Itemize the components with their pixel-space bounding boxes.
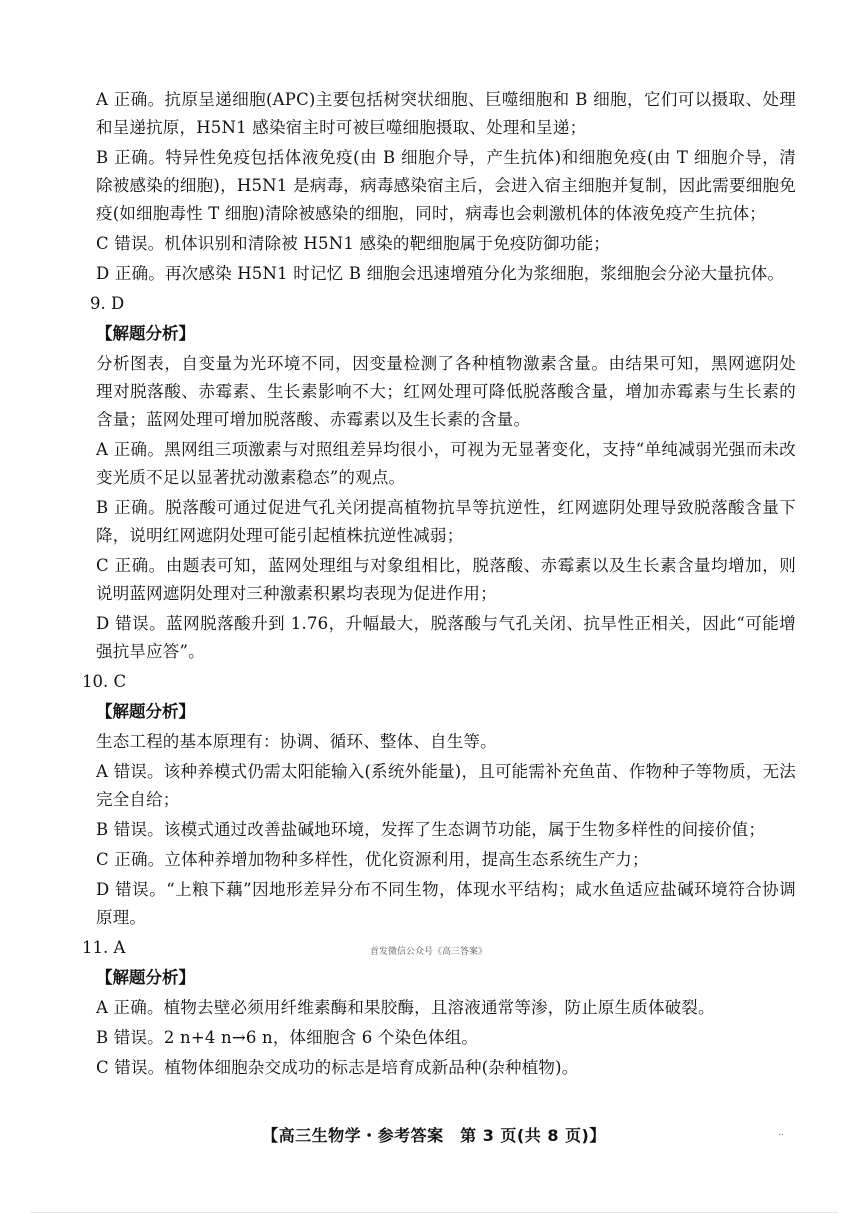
q11-option-a: A 正确。植物去壁必须用纤维素酶和果胶酶，且溶液通常等渗，防止原生质体破裂。	[96, 998, 715, 1017]
q9-option-b: B 正确。脱落酸可通过促进气孔关闭提高植物抗旱等抗逆性，红网遮阴处理导致脱落酸含量下降，说明红网遮阴处理可能引起植株抗逆性减弱；	[96, 498, 796, 545]
q11-analysis-heading: 【解题分析】	[96, 968, 195, 987]
q9-analysis: 分析图表，自变量为光环境不同，因变量检测了各种植物激素含量。由结果可知，黑网遮阴处理对脱落酸、赤霉素、生长素影响不大；红网处理可降低脱落酸含量，增加赤霉素与生长素的含量；蓝网处理可增加脱落酸、赤霉素以及生长素的含量。	[96, 354, 796, 429]
question-9	[90, 290, 796, 666]
question-8-options	[96, 86, 796, 288]
page-footer: 【高三生物学・参考答案 第 3 页(共 8 页)】	[262, 1126, 606, 1145]
watermark-text: 首发微信公众号《高三答案》	[370, 947, 488, 957]
q10-answer: 10. C	[82, 672, 127, 691]
q10-option-d: D 错误。“上粮下藕”因地形差异分布不同生物，体现水平结构；咸水鱼适应盐碱环境符合协调原理。	[96, 880, 796, 927]
q10-option-b: B 错误。该模式通过改善盐碱地环境，发挥了生态调节功能，属于生物多样性的间接价值；	[96, 820, 766, 839]
question-10	[82, 668, 796, 932]
q8-option-d: D 正确。再次感染 H5N1 时记忆 B 细胞会迅速增殖分化为浆细胞，浆细胞会分泌大量抗体。	[96, 264, 785, 283]
q9-option-a: A 正确。黑网组三项激素与对照组差异均很小，可视为无显著变化，支持“单纯减弱光强而未改变光质不足以显著扰动激素稳态”的观点。	[96, 440, 796, 487]
q11-option-b: B 错误。2 n+4 n→6 n，体细胞含 6 个染色体组。	[96, 1028, 479, 1047]
q8-option-a: A 正确。抗原呈递细胞(APC)主要包括树突状细胞、巨噬细胞和 B 细胞，它们可以摄取、处理和呈递抗原，H5N1 感染宿主时可被巨噬细胞摄取、处理和呈递；	[96, 90, 796, 137]
bottom-divider	[30, 1212, 838, 1213]
q9-analysis-heading: 【解题分析】	[96, 324, 195, 343]
q11-option-c: C 错误。植物体细胞杂交成功的标志是培育成新品种(杂种植物)。	[96, 1058, 579, 1077]
q9-option-d: D 错误。蓝网脱落酸升到 1.76，升幅最大，脱落酸与气孔关闭、抗旱性正相关，因此“可能增强抗旱应答”。	[96, 614, 796, 661]
q10-analysis-heading: 【解题分析】	[96, 702, 195, 721]
q10-option-c: C 正确。立体种养增加物种多样性，优化资源利用，提高生态系统生产力；	[96, 850, 649, 869]
q8-option-c: C 错误。机体识别和清除被 H5N1 感染的靶细胞属于免疫防御功能；	[96, 234, 610, 253]
q10-principles: 生态工程的基本原理有：协调、循环、整体、自生等。	[96, 732, 497, 751]
q9-option-c: C 正确。由题表可知，蓝网处理组与对象组相比，脱落酸、赤霉素以及生长素含量均增加，则说明蓝网遮阴处理对三种激素积累均表现为促进作用；	[96, 556, 796, 603]
q8-option-b: B 正确。特异性免疫包括体液免疫(由 B 细胞介导，产生抗体)和细胞免疫(由 T 细胞介导，清除被感染的细胞)，H5N1 是病毒，病毒感染宿主后，会进入宿主细胞并复制，因此需要细胞免疫(如细胞毒性 T 细胞)清除被感染的细胞，同时，病毒也会刺激机体的体液免疫产生抗体；	[96, 148, 796, 223]
q10-option-a: A 错误。该种养模式仍需太阳能输入(系统外能量)，且可能需补充鱼苗、作物种子等物质，无法完全自给；	[96, 762, 796, 809]
q11-answer: 11. A	[82, 938, 126, 957]
q9-answer: 9. D	[90, 294, 125, 313]
corner-mark: ..	[778, 1128, 784, 1138]
page-content	[82, 86, 796, 1084]
